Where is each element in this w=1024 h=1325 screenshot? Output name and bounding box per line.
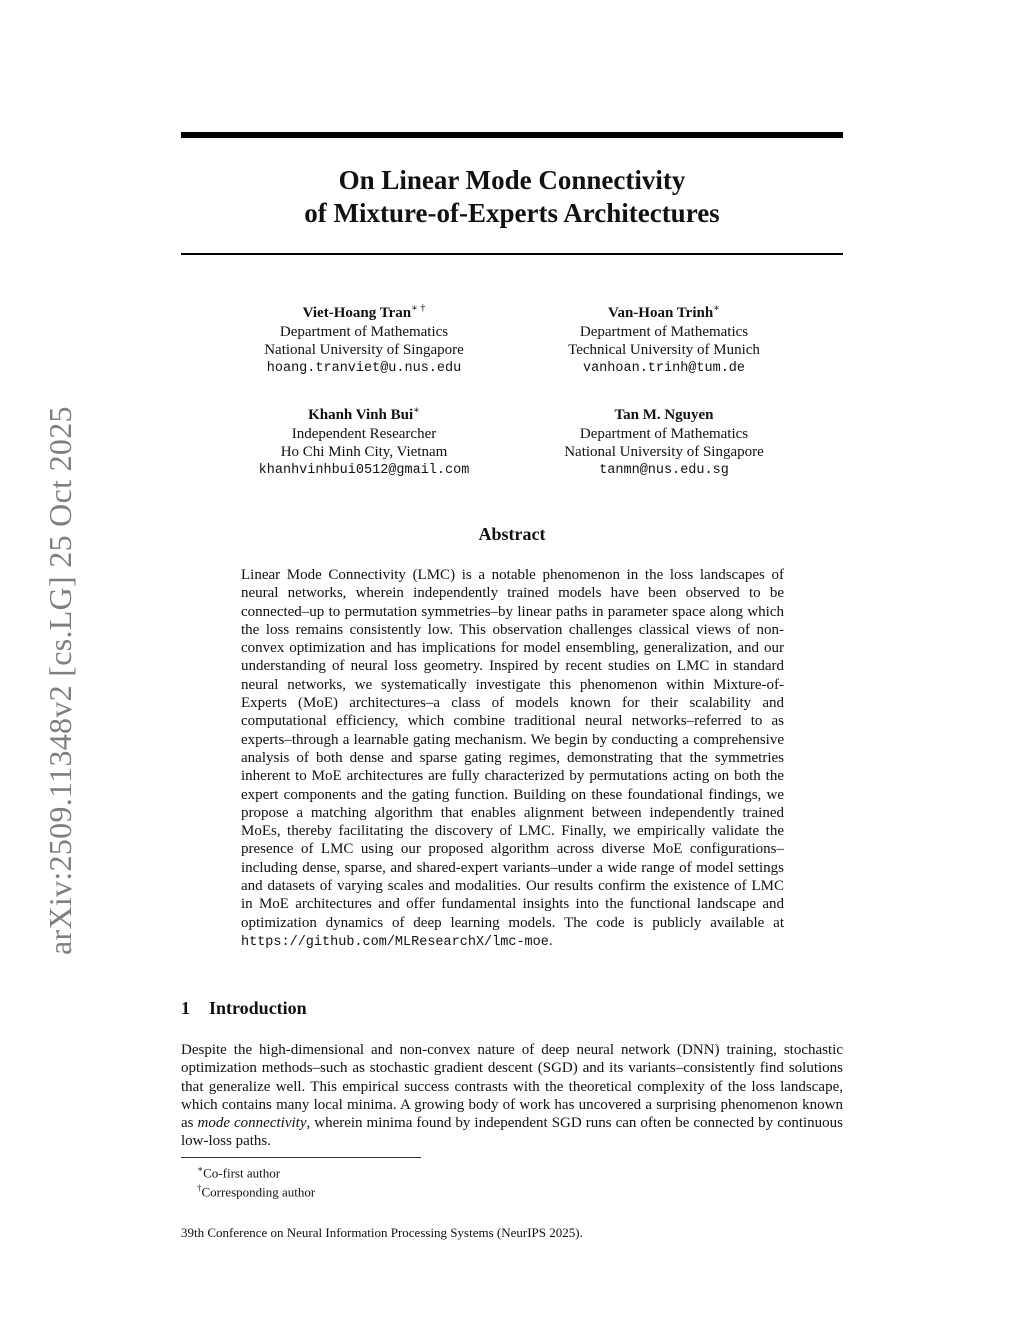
emphasis-term: mode connectivity (197, 1115, 307, 1132)
introduction-paragraph: Despite the high-dimensional and non-convex nature of deep neural network (DNN) training, stochastic optimization methods–such as stochastic gradient descent (SGD) and its variants–consistently find solutions that generalize well. This empirical success contrasts with the theoretical complexity of the loss landscape, which contains many local minima. A growing body of work has uncovered a surprising phenomenon known as mode connectivity, wherein minima found by independent SGD runs can often be connected by continuous low-loss paths. (181, 1042, 844, 1150)
author-name: Viet-Hoang Tran∗ † (302, 303, 426, 321)
author-institution: Ho Chi Minh City, Vietnam (280, 444, 448, 460)
title-line-1: On Linear Mode Connectivity (338, 165, 686, 195)
title-top-rule (181, 132, 843, 138)
author-institution: National University of Singapore (264, 342, 464, 358)
author-email[interactable]: vanhoan.trinh@tum.de (582, 360, 746, 376)
author-affiliation: Department of Mathematics (279, 323, 449, 340)
footnote-co-first: ∗Co-first author (197, 1164, 281, 1181)
section-heading-introduction (181, 998, 307, 1019)
paper-title (181, 164, 843, 230)
author-name: Khanh Vinh Bui∗ (308, 405, 420, 423)
section-title: Introduction (209, 998, 307, 1018)
code-link[interactable]: https://github.com/MLResearchX/lmc-moe (241, 934, 549, 950)
author-affiliation: Department of Mathematics (579, 323, 749, 340)
footnote-rule (181, 1157, 421, 1158)
footnote-corresponding: †Corresponding author (197, 1183, 316, 1200)
author-affiliation: Independent Researcher (291, 425, 437, 442)
conference-note: 39th Conference on Neural Information Processing Systems (NeurIPS 2025). (181, 1225, 583, 1240)
author-email[interactable]: tanmn@nus.edu.sg (599, 462, 729, 478)
author-affiliation: Department of Mathematics (579, 425, 749, 442)
section-number: 1 (181, 998, 190, 1018)
arxiv-side-label: arXiv:2509.11348v2 [cs.LG] 25 Oct 2025 (42, 406, 78, 955)
author-block-4 (504, 402, 824, 480)
author-institution: National University of Singapore (564, 444, 764, 460)
author-block-3 (204, 402, 524, 480)
author-name: Tan M. Nguyen (614, 407, 714, 423)
author-email[interactable]: khanhvinhbui0512@gmail.com (258, 462, 470, 478)
author-block-1 (204, 300, 524, 378)
abstract-text: Linear Mode Connectivity (LMC) is a notable phenomenon in the loss landscapes of neural networks, wherein independently trained models have been observed to be connected–up to permutation symmetries–by linear paths in parameter space along which the loss remains consistently low. This observation challenges classical views of non-convex optimization and has implications for model ensembling, generalization, and our understanding of neural loss geometry. Inspired by recent studies on LMC in standard neural networks, we systematically investigate this phenomenon within Mixture-of-Experts (MoE) architectures–a class of models known for their scalability and computational efficiency, which combine traditional neural networks–referred to as experts–through a learnable gating mechanism. We begin by conducting a comprehensive analysis of both dense and sparse gating regimes, demonstrating that the symmetries inherent to MoE architectures are fully characterized by permutations acting on both the expert components and the gating function. Building on these foundational findings, we propose a matching algorithm that enables alignment between independently trained MoEs, thereby facilitating the discovery of LMC. Finally, we empirically validate the presence of LMC using our proposed algorithm across diverse MoE configurations–including dense, sparse, and shared-expert variants–under a wide range of model settings and datasets of varying scales and modalities. Our results confirm the existence of LMC in MoE architectures and offer fundamental insights into the functional landscape and optimization dynamics of deep learning models. The code is publicly available at https://github.com/MLResearchX/lmc-moe. (241, 567, 784, 950)
title-line-2: of Mixture-of-Experts Architectures (304, 198, 720, 228)
title-bottom-rule (181, 253, 843, 255)
author-block-2 (504, 300, 824, 378)
author-name: Van-Hoan Trinh∗ (608, 303, 720, 321)
author-institution: Technical University of Munich (568, 342, 760, 358)
abstract-heading: Abstract (478, 524, 546, 544)
author-email[interactable]: hoang.tranviet@u.nus.edu (266, 360, 462, 376)
